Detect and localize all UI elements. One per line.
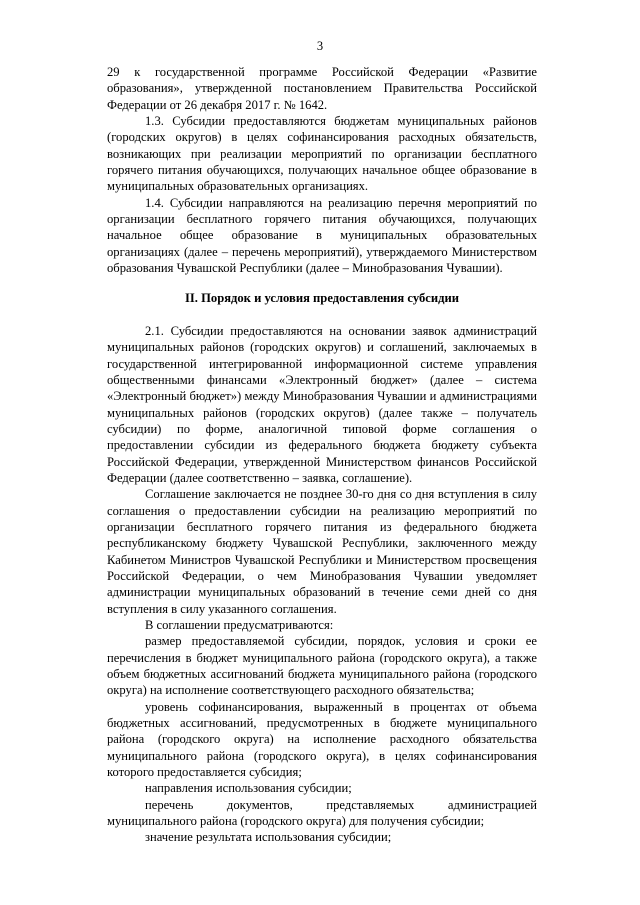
list-item-result-value: значение результата использования субсидии; xyxy=(145,830,392,845)
paragraph-agreement-deadline: Соглашение заключается не позднее 30-го дня со дня вступления в силу соглашения о предоставлении субсидии на реализацию мероприятий по организации бесплатного горячего питания из федерального бюджета республиканскому бюджету Чувашской Республики, заключенного между Кабинетом Министров Чувашской Республики и Министерством просвещения Российской Федерации, о чем Минобразования Чувашии уведомляет администрации муниципальных образований в течение семи дней со дня вступления в силу указанного соглашения. xyxy=(107,487,537,616)
paragraph-1-3: 1.3. Субсидии предоставляются бюджетам муниципальных районов (городских округов) в целях софинансирования расходных обязательств, возникающих при реализации мероприятий по организации бесплатного горячего питания обучающихся, получающих начальное общее образование в муниципальных образовательных организациях. xyxy=(107,114,537,194)
list-item-cofinancing-level: уровень софинансирования, выраженный в процентах от объема бюджетных ассигнований, предусмотренных в бюджете муниципального района (городского округа) на исполнение расходного обязательства муниципального района (городского округа), в целях софинансирования которого предоставляется субсидия; xyxy=(107,699,537,780)
list-item-documents: перечень документов, представляемых администрацией муниципального района (городского округа) для получения субсидии; xyxy=(107,797,537,829)
list-item-usage-directions: направления использования субсидии; xyxy=(145,781,352,796)
paragraph-continuation: 29 к государственной программе Российской Федерации «Развитие образования», утвержденной постановлением Правительства Российской Федерации от 26 декабря 2017 г. № 1642. xyxy=(107,65,537,112)
paragraph-agreement-provisions: В соглашении предусматриваются: xyxy=(145,618,334,632)
paragraph-2-1: 2.1. Субсидии предоставляются на основании заявок администраций муниципальных районов (городских округов) и соглашений, заключаемых в государственной интегрированной информационной системе управления общественными финансами «Электронный бюджет» (далее – система «Электронный бюджет») между Минобразования Чувашии и администрациями муниципальных районов (городских округов) (далее также – получатель субсидии) по форме, аналогичной типовой форме соглашения о предоставлении субсидии из федерального бюджета бюджету субъекта Российской Федерации, утвержденной Министерством финансов Российской Федерации (далее соответственно – заявка, соглашение). xyxy=(107,323,537,485)
paragraph-1-4: 1.4. Субсидии направляются на реализацию перечня мероприятий по организации бесплатного горячего питания обучающихся, получающих начальное общее образование в муниципальных образовательных организациях (далее – перечень мероприятий), утверждаемого Министерством образования Чувашской Республики (далее – Минобразования Чувашии). xyxy=(107,195,537,276)
document-body xyxy=(107,64,537,846)
section-heading: II. Порядок и условия предоставления субсидии xyxy=(185,291,459,306)
page-number: 3 xyxy=(316,39,324,53)
list-item-subsidy-amount: размер предоставляемой субсидии, порядок, условия и сроки ее перечисления в бюджет муниципального района (городского округа), а также объем бюджетных ассигнований бюджета муниципального района (городского округа) на исполнение соответствующего расходного обязательства; xyxy=(107,634,537,698)
